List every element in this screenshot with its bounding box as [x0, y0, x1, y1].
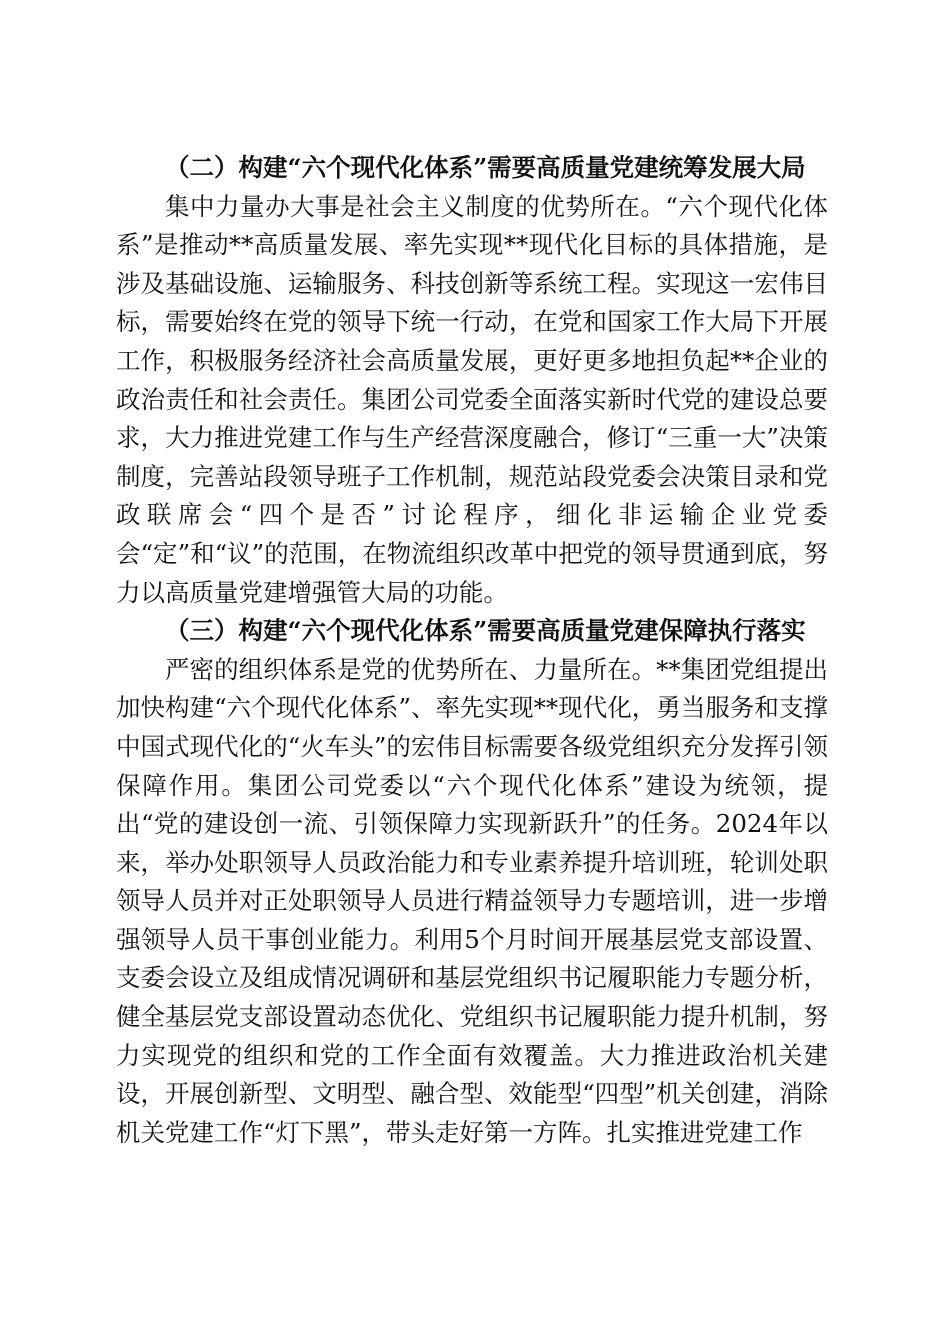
section-heading-2: （二）构建“六个现代化体系”需要高质量党建统筹发展大局 [165, 153, 806, 182]
section-heading-3: （三）构建“六个现代化体系”需要高质量党建保障执行落实 [165, 616, 806, 646]
document-body [116, 149, 828, 1152]
section-3-paragraph: 严密的组织体系是党的优势所在、力量所在。**集团党组提出加快构建“六个现代化体系”、率先实现**现代化，勇当服务和支撑中国式现代化的“火车头”的宏伟目标需要各级党组织充分发挥引领保障作用。集团公司党委以“六个现代化体系”建设为统领，提出“党的建设创一流、引领保障力实现新跃升”的任务。2024年以来，举办处职领导人员政治能力和专业素养提升培训班，轮训处职领导人员并对正处职领导人员进行精益领导力专题培训，进一步增强领导人员干事创业能力。利用5个月时间开展基层党支部设置、支委会设立及组成情况调研和基层党组织书记履职能力专题分析，健全基层党支部设置动态优化、党组织书记履职能力提升机制，努力实现党的组织和党的工作全面有效覆盖。大力推进政治机关建设，开展创新型、文明型、融合型、效能型“四型”机关创建，消除机关党建工作“灯下黑”，带头走好第一方阵。扎实推进党建工作 [116, 654, 828, 1147]
section-2-paragraph: 集中力量办大事是社会主义制度的优势所在。“六个现代化体系”是推动**高质量发展、率先实现**现代化目标的具体措施，是涉及基础设施、运输服务、科技创新等系统工程。实现这一宏伟目标，需要始终在党的领导下统一行动，在党和国家工作大局下开展工作，积极服务经济社会高质量发展，更好更多地担负起**企业的政治责任和社会责任。集团公司党委全面落实新时代党的建设总要求，大力推进党建工作与生产经营深度融合，修订“三重一大”决策制度，完善站段领导班子工作机制，规范站段党委会决策目录和党政联席会“四个是否”讨论程序，细化非运输企业党委会“定”和“议”的范围，在物流组织改革中把党的领导贯通到底，努力以高质量党建增强管大局的功能。 [116, 191, 828, 607]
